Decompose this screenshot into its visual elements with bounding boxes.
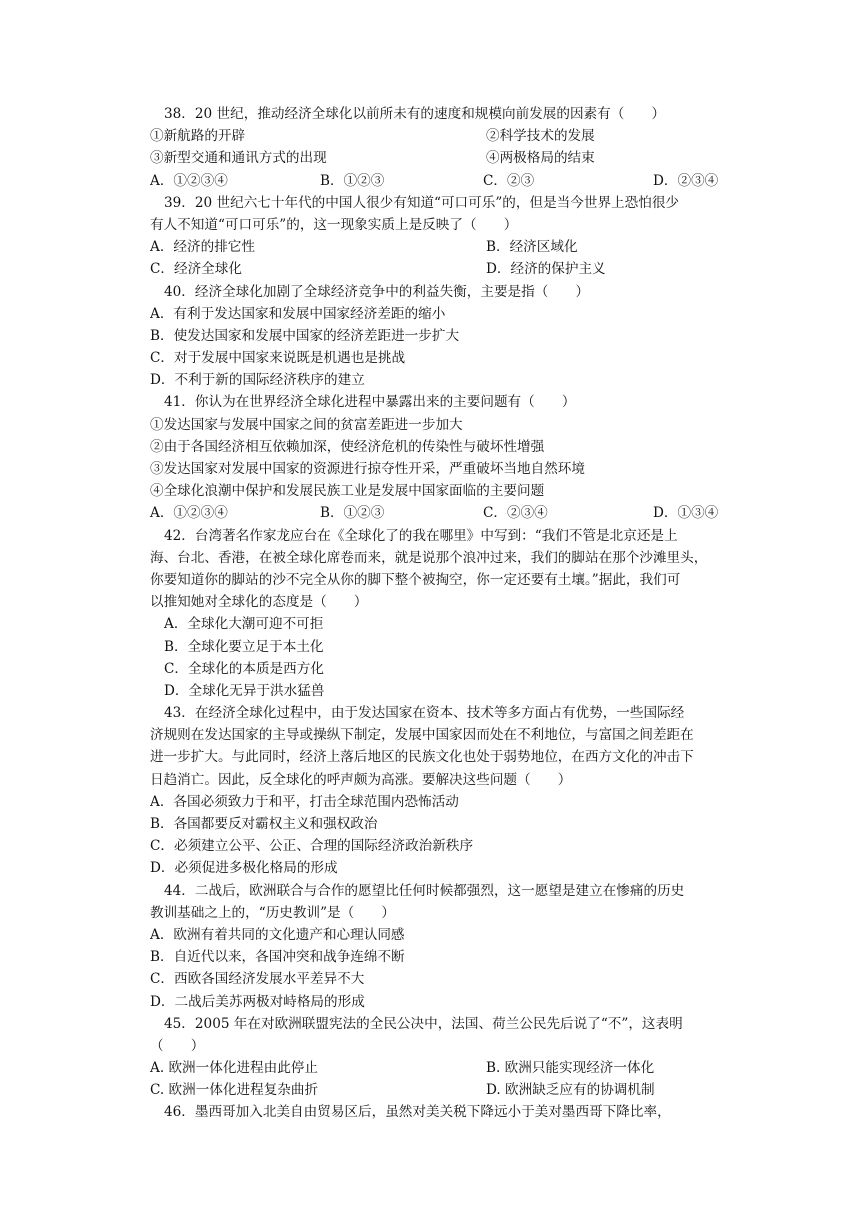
question-list xyxy=(150,103,720,1124)
question-44-stem-line-1: 44．二战后，欧洲联合与合作的愿望比任何时候都强烈，这一愿望是建立在惨痛的历史 xyxy=(164,882,685,899)
q38-option-a: A．①②③④ xyxy=(150,172,228,189)
q38-option-c: C．②③ xyxy=(483,172,535,189)
q40-option-c: C．对于发展中国家来说既是机遇也是挑战 xyxy=(150,350,406,367)
q41-item-2: ②由于各国经济相互依赖加深，使经济危机的传染性与破坏性增强 xyxy=(150,438,545,455)
q41-option-b: B．①②③ xyxy=(320,505,385,522)
question-44-stem-line-2: 教训基础之上的，“历史教训”是（ ） xyxy=(150,904,395,921)
question-43-stem-line-2: 济规则在发达国家的主导或操纵下制定，发展中国家因而处在不利地位，与富国之间差距在 xyxy=(150,727,694,744)
q41-item-3: ③发达国家对发展中国家的资源进行掠夺性开采，严重破坏当地自然环境 xyxy=(150,461,585,477)
question-45-options-row-1 xyxy=(150,1057,720,1079)
q39-option-c: C．经济全球化 xyxy=(150,261,242,278)
q43-option-c: C．必须建立公平、公正、合理的国际经济政治新秩序 xyxy=(150,838,474,855)
question-39-options-row-2 xyxy=(150,258,720,280)
question-45-stem-line-2: （ ） xyxy=(150,1037,205,1054)
question-38-items-row-1 xyxy=(150,125,720,147)
q38-option-d: D．②③④ xyxy=(653,172,719,189)
question-40-stem: 40．经济全球化加剧了全球经济竞争中的利益失衡，主要是指（ ） xyxy=(164,283,590,300)
question-42-stem-line-1: 42．台湾著名作家龙应台在《全球化了的我在哪里》中写到：“我们不管是北京还是上 xyxy=(164,527,678,544)
question-41-options xyxy=(150,502,720,524)
q45-option-d: D. 欧洲缺乏应有的协调机制 xyxy=(486,1082,655,1099)
q45-option-b: B. 欧洲只能实现经济一体化 xyxy=(486,1060,655,1077)
q39-option-b: B．经济区域化 xyxy=(486,239,578,256)
q41-item-4: ④全球化浪潮中保护和发展民族工业是发展中国家面临的主要问题 xyxy=(150,483,545,500)
question-46-stem-line-1: 46．墨西哥加入北美自由贸易区后，虽然对美关税下降远小于美对墨西哥下降比率， xyxy=(164,1104,671,1121)
q43-option-b: B．各国都要反对霸权主义和强权政治 xyxy=(150,816,378,832)
q45-option-a: A. 欧洲一体化进程由此停止 xyxy=(150,1060,318,1077)
question-39-stem-line-1: 39．20 世纪六七十年代的中国人很少有知道“可口可乐”的，但是当今世界上恐怕很少 xyxy=(164,194,680,211)
question-42-stem-line-3: 你要知道你的脚站的沙不完全从你的脚下整个被掏空，你一定还要有土壤。”据此，我们可 xyxy=(150,571,681,588)
question-38-stem: 38．20 世纪，推动经济全球化以前所未有的速度和规模向前发展的因素有（ ） xyxy=(164,106,666,122)
q42-option-b: B．全球化要立足于本土化 xyxy=(164,638,324,655)
q39-option-a: A．经济的排它性 xyxy=(150,239,255,256)
question-43-stem-line-3: 进一步扩大。与此同时，经济上落后地区的民族文化也处于弱势地位，在西方文化的冲击下 xyxy=(150,749,694,766)
question-38-options xyxy=(150,170,720,192)
question-42-stem-line-4: 以推知她对全球化的态度是（ ） xyxy=(150,594,368,611)
q44-option-c: C．西欧各国经济发展水平差异不大 xyxy=(150,971,365,988)
question-45-stem-line-1: 45．2005 年在对欧洲联盟宪法的全民公决中，法国、荷兰公民先后说了“不”，这表明 xyxy=(164,1015,683,1032)
question-43-stem-line-4: 日趋消亡。因此，反全球化的呼声颇为高涨。要解决这些问题（ ） xyxy=(150,771,572,788)
question-42-stem-line-2: 海、台北、香港，在被全球化席卷而来，就是说那个浪冲过来，我们的脚站在那个沙滩里头， xyxy=(150,549,708,566)
q43-option-a: A．各国必须致力于和平，打击全球范围内恐怖活动 xyxy=(150,793,459,810)
q44-option-b: B．自近代以来，各国冲突和战争连绵不断 xyxy=(150,949,405,966)
question-41-stem: 41．你认为在世界经济全球化进程中暴露出来的主要问题有（ ） xyxy=(164,394,576,411)
q41-option-d: D．①③④ xyxy=(653,505,719,522)
q38-item-1: ①新航路的开辟 xyxy=(150,128,246,145)
q38-item-3: ③新型交通和通讯方式的出现 xyxy=(150,150,327,167)
question-43-stem-line-1: 43．在经济全球化过程中，由于发达国家在资本、技术等多方面占有优势，一些国际经 xyxy=(164,705,685,722)
q44-option-a: A．欧洲有着共同的文化遗产和心理认同感 xyxy=(150,926,405,943)
question-38-items-row-2 xyxy=(150,147,720,169)
q40-option-d: D．不利于新的国际经济秩序的建立 xyxy=(150,372,365,389)
q43-option-d: D．必须促进多极化格局的形成 xyxy=(150,860,338,877)
question-39-options-row-1 xyxy=(150,236,720,258)
q42-option-a: A．全球化大潮可迎不可拒 xyxy=(164,616,324,633)
q41-option-c: C．②③④ xyxy=(483,505,548,522)
q45-option-c: C. 欧洲一体化进程复杂曲折 xyxy=(150,1082,319,1099)
q38-option-b: B．①②③ xyxy=(320,172,385,189)
q40-option-a: A．有利于发达国家和发展中国家经济差距的缩小 xyxy=(150,305,446,322)
question-39-stem-line-2: 有人不知道“可口可乐”的，这一现象实质上是反映了（ ） xyxy=(150,216,518,233)
q39-option-d: D．经济的保护主义 xyxy=(486,261,606,278)
q38-item-2: ②科学技术的发展 xyxy=(486,128,595,145)
q41-option-a: A．①②③④ xyxy=(150,505,228,522)
q44-option-d: D．二战后美苏两极对峙格局的形成 xyxy=(150,993,365,1010)
q40-option-b: B．使发达国家和发展中国家的经济差距进一步扩大 xyxy=(150,327,460,344)
q41-item-1: ①发达国家与发展中国家之间的贫富差距进一步加大 xyxy=(150,416,463,433)
q42-option-c: C．全球化的本质是西方化 xyxy=(164,660,324,677)
q38-item-4: ④两极格局的结束 xyxy=(486,150,595,167)
question-45-options-row-2 xyxy=(150,1079,720,1101)
q42-option-d: D．全球化无异于洪水猛兽 xyxy=(164,682,325,699)
